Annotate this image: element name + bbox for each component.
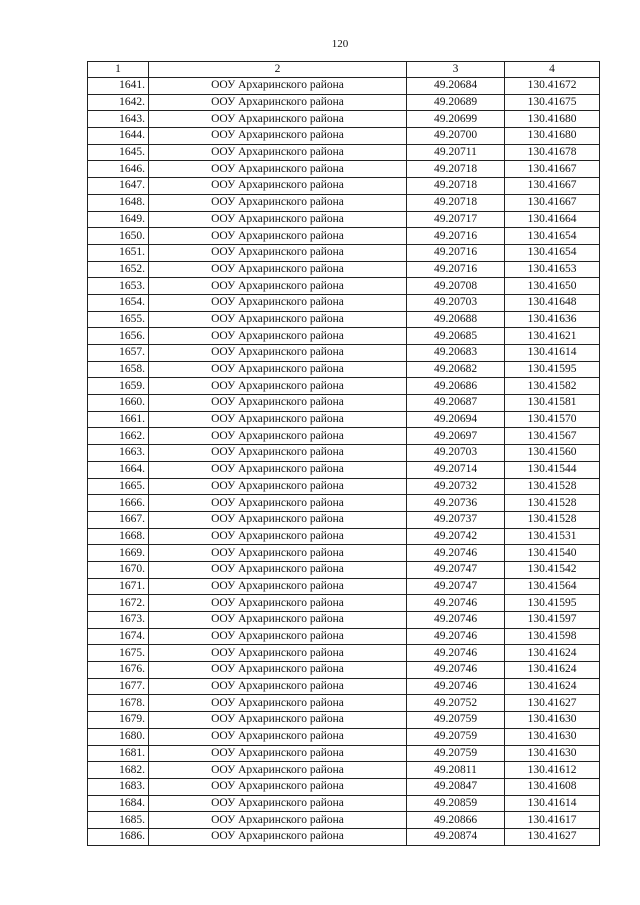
row-number: 1664. (88, 461, 149, 478)
longitude-value: 130.41595 (505, 361, 600, 378)
longitude-value: 130.41624 (505, 645, 600, 662)
row-number: 1653. (88, 278, 149, 295)
latitude-value: 49.20684 (407, 78, 505, 95)
row-number: 1644. (88, 128, 149, 145)
coordinates-table (87, 61, 600, 846)
longitude-value: 130.41570 (505, 411, 600, 428)
longitude-value: 130.41544 (505, 461, 600, 478)
organization-name: ООУ Архаринского района (149, 94, 407, 111)
latitude-value: 49.20747 (407, 578, 505, 595)
organization-name: ООУ Архаринского района (149, 745, 407, 762)
row-number: 1672. (88, 595, 149, 612)
latitude-value: 49.20711 (407, 144, 505, 161)
table-row (88, 695, 600, 712)
table-row (88, 728, 600, 745)
organization-name: ООУ Архаринского района (149, 228, 407, 245)
organization-name: ООУ Архаринского района (149, 762, 407, 779)
row-number: 1678. (88, 695, 149, 712)
longitude-value: 130.41612 (505, 762, 600, 779)
table-row (88, 294, 600, 311)
longitude-value: 130.41650 (505, 278, 600, 295)
table-row (88, 328, 600, 345)
latitude-value: 49.20759 (407, 712, 505, 729)
longitude-value: 130.41614 (505, 795, 600, 812)
organization-name: ООУ Архаринского района (149, 728, 407, 745)
organization-name: ООУ Архаринского района (149, 712, 407, 729)
organization-name: ООУ Архаринского района (149, 645, 407, 662)
row-number: 1680. (88, 728, 149, 745)
organization-name: ООУ Архаринского района (149, 244, 407, 261)
row-number: 1670. (88, 561, 149, 578)
organization-name: ООУ Архаринского района (149, 511, 407, 528)
table-row (88, 128, 600, 145)
latitude-value: 49.20708 (407, 278, 505, 295)
row-number: 1646. (88, 161, 149, 178)
row-number: 1679. (88, 712, 149, 729)
organization-name: ООУ Архаринского района (149, 478, 407, 495)
latitude-value: 49.20859 (407, 795, 505, 812)
latitude-value: 49.20718 (407, 178, 505, 195)
organization-name: ООУ Архаринского района (149, 144, 407, 161)
latitude-value: 49.20700 (407, 128, 505, 145)
latitude-value: 49.20866 (407, 812, 505, 829)
organization-name: ООУ Архаринского района (149, 612, 407, 629)
row-number: 1652. (88, 261, 149, 278)
organization-name: ООУ Архаринского района (149, 128, 407, 145)
column-header-number: 1 (88, 62, 149, 78)
table-row (88, 78, 600, 95)
organization-name: ООУ Архаринского района (149, 78, 407, 95)
row-number: 1674. (88, 628, 149, 645)
longitude-value: 130.41582 (505, 378, 600, 395)
row-number: 1676. (88, 662, 149, 679)
organization-name: ООУ Архаринского района (149, 294, 407, 311)
latitude-value: 49.20747 (407, 561, 505, 578)
table-row (88, 395, 600, 412)
longitude-value: 130.41540 (505, 545, 600, 562)
longitude-value: 130.41680 (505, 128, 600, 145)
organization-name: ООУ Архаринского района (149, 561, 407, 578)
latitude-value: 49.20746 (407, 645, 505, 662)
row-number: 1681. (88, 745, 149, 762)
longitude-value: 130.41567 (505, 428, 600, 445)
table-row (88, 495, 600, 512)
longitude-value: 130.41667 (505, 161, 600, 178)
longitude-value: 130.41654 (505, 228, 600, 245)
latitude-value: 49.20686 (407, 378, 505, 395)
longitude-value: 130.41621 (505, 328, 600, 345)
row-number: 1661. (88, 411, 149, 428)
latitude-value: 49.20742 (407, 528, 505, 545)
latitude-value: 49.20716 (407, 261, 505, 278)
row-number: 1651. (88, 244, 149, 261)
row-number: 1648. (88, 194, 149, 211)
table-row (88, 144, 600, 161)
longitude-value: 130.41564 (505, 578, 600, 595)
organization-name: ООУ Архаринского района (149, 695, 407, 712)
longitude-value: 130.41627 (505, 695, 600, 712)
row-number: 1641. (88, 78, 149, 95)
column-header-longitude: 4 (505, 62, 600, 78)
latitude-value: 49.20718 (407, 194, 505, 211)
latitude-value: 49.20699 (407, 111, 505, 128)
row-number: 1650. (88, 228, 149, 245)
table-row (88, 411, 600, 428)
latitude-value: 49.20685 (407, 328, 505, 345)
latitude-value: 49.20811 (407, 762, 505, 779)
latitude-value: 49.20746 (407, 595, 505, 612)
longitude-value: 130.41667 (505, 178, 600, 195)
table-row (88, 311, 600, 328)
row-number: 1662. (88, 428, 149, 445)
table-row (88, 578, 600, 595)
table-row (88, 345, 600, 362)
organization-name: ООУ Архаринского района (149, 328, 407, 345)
table-row (88, 161, 600, 178)
row-number: 1643. (88, 111, 149, 128)
latitude-value: 49.20847 (407, 778, 505, 795)
organization-name: ООУ Архаринского района (149, 311, 407, 328)
table-row (88, 511, 600, 528)
page-number: 120 (331, 38, 349, 50)
organization-name: ООУ Архаринского района (149, 545, 407, 562)
organization-name: ООУ Архаринского района (149, 828, 407, 845)
latitude-value: 49.20718 (407, 161, 505, 178)
organization-name: ООУ Архаринского района (149, 795, 407, 812)
table-body (88, 78, 600, 846)
table-row (88, 745, 600, 762)
row-number: 1668. (88, 528, 149, 545)
latitude-value: 49.20703 (407, 445, 505, 462)
row-number: 1682. (88, 762, 149, 779)
latitude-value: 49.20737 (407, 511, 505, 528)
latitude-value: 49.20697 (407, 428, 505, 445)
table-row (88, 545, 600, 562)
longitude-value: 130.41627 (505, 828, 600, 845)
row-number: 1657. (88, 345, 149, 362)
organization-name: ООУ Архаринского района (149, 194, 407, 211)
row-number: 1669. (88, 545, 149, 562)
table-row (88, 662, 600, 679)
latitude-value: 49.20759 (407, 728, 505, 745)
row-number: 1666. (88, 495, 149, 512)
latitude-value: 49.20689 (407, 94, 505, 111)
latitude-value: 49.20703 (407, 294, 505, 311)
organization-name: ООУ Архаринского района (149, 528, 407, 545)
row-number: 1649. (88, 211, 149, 228)
latitude-value: 49.20716 (407, 228, 505, 245)
latitude-value: 49.20687 (407, 395, 505, 412)
row-number: 1645. (88, 144, 149, 161)
table-row (88, 612, 600, 629)
table-row (88, 812, 600, 829)
organization-name: ООУ Архаринского района (149, 411, 407, 428)
longitude-value: 130.41653 (505, 261, 600, 278)
table-row (88, 278, 600, 295)
longitude-value: 130.41667 (505, 194, 600, 211)
row-number: 1655. (88, 311, 149, 328)
longitude-value: 130.41528 (505, 511, 600, 528)
longitude-value: 130.41672 (505, 78, 600, 95)
longitude-value: 130.41598 (505, 628, 600, 645)
organization-name: ООУ Архаринского района (149, 395, 407, 412)
row-number: 1677. (88, 678, 149, 695)
latitude-value: 49.20752 (407, 695, 505, 712)
row-number: 1660. (88, 395, 149, 412)
latitude-value: 49.20746 (407, 662, 505, 679)
row-number: 1684. (88, 795, 149, 812)
organization-name: ООУ Архаринского района (149, 461, 407, 478)
longitude-value: 130.41528 (505, 495, 600, 512)
row-number: 1667. (88, 511, 149, 528)
organization-name: ООУ Архаринского района (149, 378, 407, 395)
organization-name: ООУ Архаринского района (149, 812, 407, 829)
organization-name: ООУ Архаринского района (149, 495, 407, 512)
organization-name: ООУ Архаринского района (149, 278, 407, 295)
table-row (88, 361, 600, 378)
latitude-value: 49.20716 (407, 244, 505, 261)
table-row (88, 244, 600, 261)
table-row (88, 528, 600, 545)
row-number: 1665. (88, 478, 149, 495)
longitude-value: 130.41654 (505, 244, 600, 261)
row-number: 1673. (88, 612, 149, 629)
latitude-value: 49.20682 (407, 361, 505, 378)
table-row (88, 762, 600, 779)
latitude-value: 49.20746 (407, 545, 505, 562)
organization-name: ООУ Архаринского района (149, 428, 407, 445)
organization-name: ООУ Архаринского района (149, 445, 407, 462)
organization-name: ООУ Архаринского района (149, 678, 407, 695)
table-row (88, 211, 600, 228)
organization-name: ООУ Архаринского района (149, 345, 407, 362)
longitude-value: 130.41614 (505, 345, 600, 362)
table-row (88, 194, 600, 211)
longitude-value: 130.41648 (505, 294, 600, 311)
longitude-value: 130.41680 (505, 111, 600, 128)
table-row (88, 428, 600, 445)
table-row (88, 778, 600, 795)
latitude-value: 49.20874 (407, 828, 505, 845)
latitude-value: 49.20746 (407, 678, 505, 695)
column-header-latitude: 3 (407, 62, 505, 78)
longitude-value: 130.41531 (505, 528, 600, 545)
longitude-value: 130.41630 (505, 728, 600, 745)
latitude-value: 49.20732 (407, 478, 505, 495)
row-number: 1683. (88, 778, 149, 795)
longitude-value: 130.41617 (505, 812, 600, 829)
table-row (88, 378, 600, 395)
table-row (88, 178, 600, 195)
row-number: 1656. (88, 328, 149, 345)
longitude-value: 130.41664 (505, 211, 600, 228)
row-number: 1671. (88, 578, 149, 595)
latitude-value: 49.20736 (407, 495, 505, 512)
longitude-value: 130.41624 (505, 678, 600, 695)
organization-name: ООУ Архаринского района (149, 628, 407, 645)
organization-name: ООУ Архаринского района (149, 595, 407, 612)
longitude-value: 130.41630 (505, 745, 600, 762)
organization-name: ООУ Архаринского района (149, 211, 407, 228)
table-row (88, 111, 600, 128)
table-row (88, 94, 600, 111)
row-number: 1654. (88, 294, 149, 311)
longitude-value: 130.41597 (505, 612, 600, 629)
table-row (88, 445, 600, 462)
latitude-value: 49.20694 (407, 411, 505, 428)
organization-name: ООУ Архаринского района (149, 161, 407, 178)
table-row (88, 461, 600, 478)
organization-name: ООУ Архаринского района (149, 111, 407, 128)
table-row (88, 261, 600, 278)
latitude-value: 49.20688 (407, 311, 505, 328)
row-number: 1685. (88, 812, 149, 829)
organization-name: ООУ Архаринского района (149, 178, 407, 195)
table-row (88, 628, 600, 645)
table-row (88, 561, 600, 578)
column-header-organization: 2 (149, 62, 407, 78)
longitude-value: 130.41675 (505, 94, 600, 111)
latitude-value: 49.20759 (407, 745, 505, 762)
latitude-value: 49.20746 (407, 628, 505, 645)
organization-name: ООУ Архаринского района (149, 578, 407, 595)
table-row (88, 645, 600, 662)
organization-name: ООУ Архаринского района (149, 778, 407, 795)
longitude-value: 130.41630 (505, 712, 600, 729)
latitude-value: 49.20714 (407, 461, 505, 478)
row-number: 1659. (88, 378, 149, 395)
table-row (88, 828, 600, 845)
table-header-row (88, 62, 600, 78)
latitude-value: 49.20717 (407, 211, 505, 228)
table-row (88, 678, 600, 695)
row-number: 1647. (88, 178, 149, 195)
table-row (88, 795, 600, 812)
row-number: 1663. (88, 445, 149, 462)
table-row (88, 595, 600, 612)
longitude-value: 130.41624 (505, 662, 600, 679)
longitude-value: 130.41560 (505, 445, 600, 462)
longitude-value: 130.41678 (505, 144, 600, 161)
longitude-value: 130.41528 (505, 478, 600, 495)
table-row (88, 478, 600, 495)
latitude-value: 49.20746 (407, 612, 505, 629)
longitude-value: 130.41608 (505, 778, 600, 795)
latitude-value: 49.20683 (407, 345, 505, 362)
table-row (88, 712, 600, 729)
row-number: 1658. (88, 361, 149, 378)
table-row (88, 228, 600, 245)
longitude-value: 130.41581 (505, 395, 600, 412)
row-number: 1642. (88, 94, 149, 111)
longitude-value: 130.41595 (505, 595, 600, 612)
longitude-value: 130.41636 (505, 311, 600, 328)
organization-name: ООУ Архаринского района (149, 361, 407, 378)
row-number: 1686. (88, 828, 149, 845)
organization-name: ООУ Архаринского района (149, 261, 407, 278)
organization-name: ООУ Архаринского района (149, 662, 407, 679)
longitude-value: 130.41542 (505, 561, 600, 578)
row-number: 1675. (88, 645, 149, 662)
